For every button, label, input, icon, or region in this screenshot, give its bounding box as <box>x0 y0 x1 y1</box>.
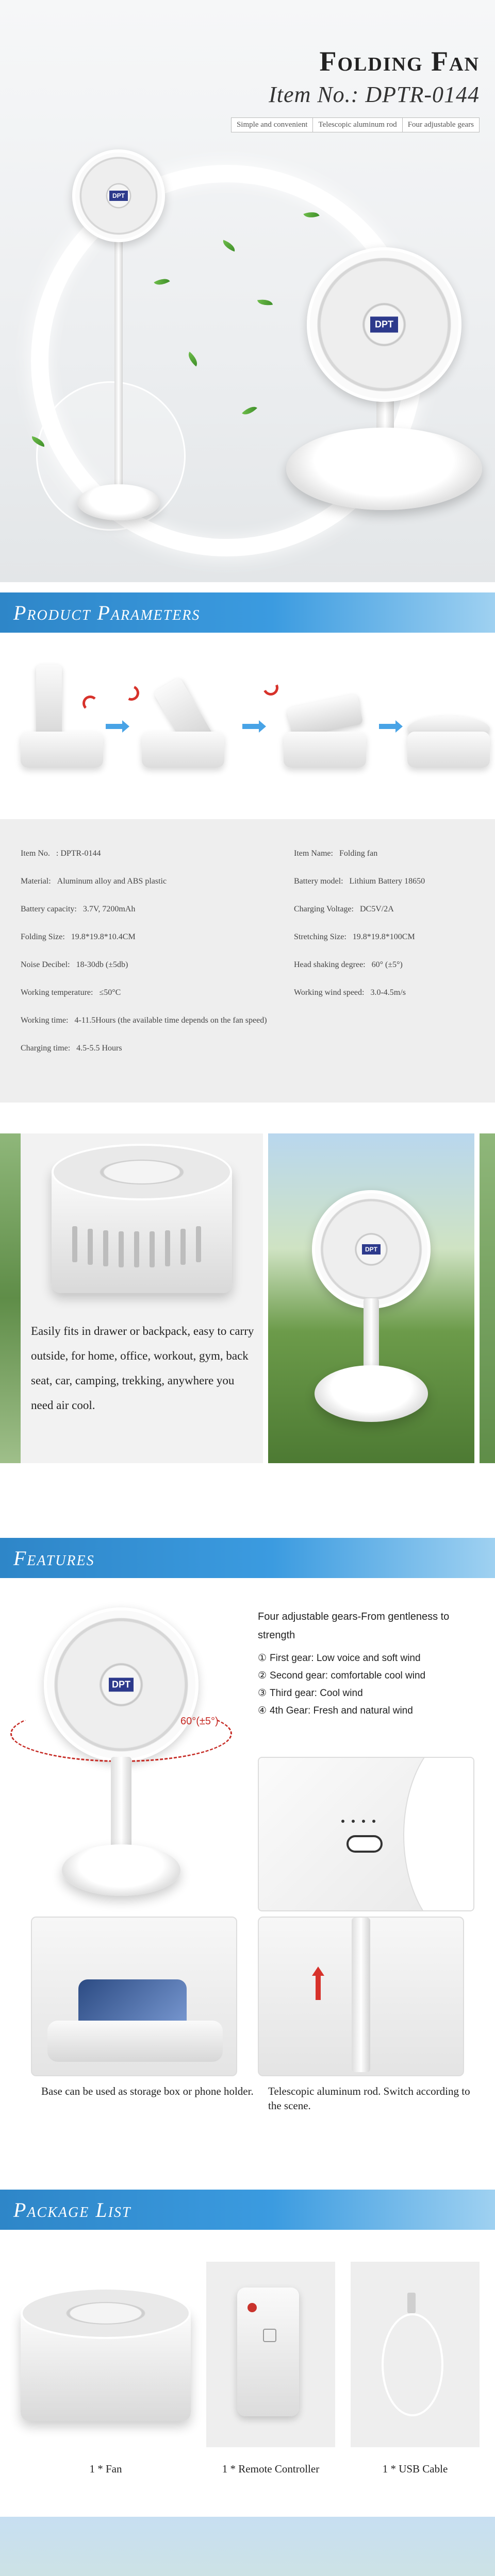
indicator-light <box>362 1820 365 1823</box>
feature-tags <box>231 117 480 132</box>
param-folding-size: Folding Size: 19.8*19.8*10.4CM <box>21 933 136 941</box>
section-header-package <box>0 2190 495 2230</box>
fold-step-2 <box>137 665 229 778</box>
fan-base-right <box>286 428 482 510</box>
usb-plug-icon <box>407 2293 416 2313</box>
param-battery-model: Battery model: Lithium Battery 18650 <box>294 877 425 886</box>
fold-step-3 <box>278 665 371 778</box>
param-charging-time: Charging time: 4.5-5.5 Hours <box>21 1044 122 1053</box>
section-title: Features <box>13 1547 95 1570</box>
rotate-arrow-icon <box>82 696 98 711</box>
item-number: Item No.: DPTR-0144 <box>269 82 480 107</box>
package-fan-image <box>21 2272 191 2427</box>
section-title: Product Parameters <box>13 601 201 624</box>
fan-pole-left <box>114 216 123 495</box>
package-item-remote: 1 * Remote Controller <box>222 2463 320 2475</box>
fan-logo: DPT <box>109 1678 134 1692</box>
package-list <box>0 2231 495 2499</box>
product-title: Folding Fan <box>319 46 480 77</box>
gears-title: Four adjustable gears-From gentleness to strength <box>258 1611 450 1641</box>
telescopic-rod <box>352 1918 370 2072</box>
fan-base-outdoor <box>315 1365 428 1422</box>
param-material: Material: Aluminum alloy and ABS plastic <box>21 877 167 886</box>
vent-slot <box>150 1231 155 1267</box>
vent-slot <box>196 1226 201 1262</box>
folding-steps-illustration <box>0 634 495 809</box>
package-item-fan: 1 * Fan <box>89 2463 122 2475</box>
fan-logo: DPT <box>109 191 128 201</box>
remote-button <box>263 2329 276 2342</box>
fan-base-image <box>142 732 224 768</box>
fan-ring-closeup <box>403 1757 474 1911</box>
vent-slot <box>88 1229 93 1265</box>
fan-base-image <box>21 732 103 768</box>
feature-tag: Telescopic aluminum rod <box>313 118 402 132</box>
folded-fan-top <box>52 1144 232 1200</box>
vent-slot <box>119 1231 124 1267</box>
storage-base-photo <box>31 1917 237 2076</box>
rotate-arrow-icon <box>261 678 280 698</box>
param-working-temp: Working temperature: ≤50°C <box>21 988 121 997</box>
next-arrow-icon <box>242 724 260 729</box>
power-button-closeup <box>258 1757 474 1911</box>
param-working-time: Working time: 4-11.5Hours (the available time depends on the fan speed) <box>21 1016 267 1025</box>
up-arrow-head-icon <box>312 1967 324 1976</box>
package-item-cable: 1 * USB Cable <box>382 2463 448 2475</box>
section-header-parameters <box>0 592 495 633</box>
gear-item: ① First gear: Low voice and soft wind <box>258 1653 421 1664</box>
fold-step-4 <box>402 665 495 778</box>
fold-step-1 <box>15 665 108 778</box>
gears-list <box>258 1650 485 1720</box>
fan-logo: DPT <box>362 1244 381 1255</box>
power-switch-icon <box>346 1835 383 1853</box>
param-item-name: Item Name: Folding fan <box>294 849 378 858</box>
next-arrow-icon <box>379 724 397 729</box>
fan-head-left <box>72 149 165 242</box>
lifestyle-banner <box>0 2517 495 2576</box>
portability-description: Easily fits in drawer or backpack, easy to carry outside, for home, office, workout, gym, back seat, car, camping, trekking, anywhere you need air cool. <box>31 1325 254 1412</box>
fan-base-image <box>284 732 366 768</box>
indicator-light <box>341 1820 344 1823</box>
telescopic-caption: Telescopic aluminum rod. Switch according to the scene. <box>268 2085 470 2112</box>
fan-base-left <box>77 484 160 520</box>
param-wind-speed: Working wind speed: 3.0-4.5m/s <box>294 988 406 997</box>
storage-caption: Base can be used as storage box or phone holder. <box>41 2085 254 2097</box>
gear-item: ③ Third gear: Cool wind <box>258 1688 363 1699</box>
vent-slot <box>103 1230 108 1266</box>
gear-item: ② Second gear: comfortable cool wind <box>258 1670 426 1681</box>
parameters-table <box>0 819 495 1103</box>
param-charging-voltage: Charging Voltage: DC5V/2A <box>294 905 394 913</box>
feature-tag: Four adjustable gears <box>407 121 474 129</box>
param-noise: Noise Decibel: 18-30db (±5db) <box>21 960 128 969</box>
fan-head-right <box>307 247 461 402</box>
usb-cable-coil <box>382 2313 443 2416</box>
telescopic-rod-photo <box>258 1917 464 2076</box>
fan-head-outdoor <box>312 1190 431 1309</box>
outdoor-fan-photo <box>268 1133 474 1463</box>
vent-slot <box>165 1230 170 1266</box>
hero-banner <box>0 0 495 582</box>
vent-slot <box>72 1226 77 1262</box>
remote-power-button <box>248 2303 257 2312</box>
next-arrow-icon <box>106 724 123 729</box>
usage-photos <box>0 1128 495 1520</box>
indicator-light <box>372 1820 375 1823</box>
folded-fan-photo <box>21 1133 263 1463</box>
vent-slot <box>134 1231 139 1267</box>
feature-tag: Simple and convenient <box>232 118 313 132</box>
fan-pole-features <box>111 1757 131 1855</box>
up-arrow-icon <box>316 1974 321 2000</box>
oscillation-angle: 60°(±5°) <box>180 1716 219 1727</box>
fan-head-image <box>36 665 62 742</box>
package-cable-image <box>351 2262 480 2447</box>
param-battery-capacity: Battery capacity: 3.7V, 7200mAh <box>21 905 136 913</box>
outdoor-photo-strip <box>480 1133 495 1463</box>
section-header-features <box>0 1538 495 1578</box>
oscillation-arc <box>10 1705 232 1762</box>
remote-controller-icon <box>237 2287 299 2416</box>
gear-item: ④ 4th Gear: Fresh and natural wind <box>258 1705 413 1716</box>
storage-base <box>47 2021 223 2062</box>
vent-slot <box>180 1229 186 1265</box>
fan-logo: DPT <box>370 317 398 333</box>
folded-fan-top <box>21 2287 191 2339</box>
param-item-no: Item No. : DPTR-0144 <box>21 849 101 858</box>
fan-base-features <box>62 1844 180 1896</box>
fan-pole-outdoor <box>364 1298 379 1376</box>
param-head-shaking: Head shaking degree: 60° (±5°) <box>294 960 403 969</box>
outdoor-photo-strip <box>0 1133 21 1463</box>
param-stretching-size: Stretching Size: 19.8*19.8*100CM <box>294 933 415 941</box>
section-title: Package List <box>13 2198 131 2222</box>
indicator-light <box>352 1820 355 1823</box>
fan-base-image <box>407 732 490 768</box>
parameters-grid <box>21 840 480 1062</box>
features-section <box>0 1587 495 2128</box>
